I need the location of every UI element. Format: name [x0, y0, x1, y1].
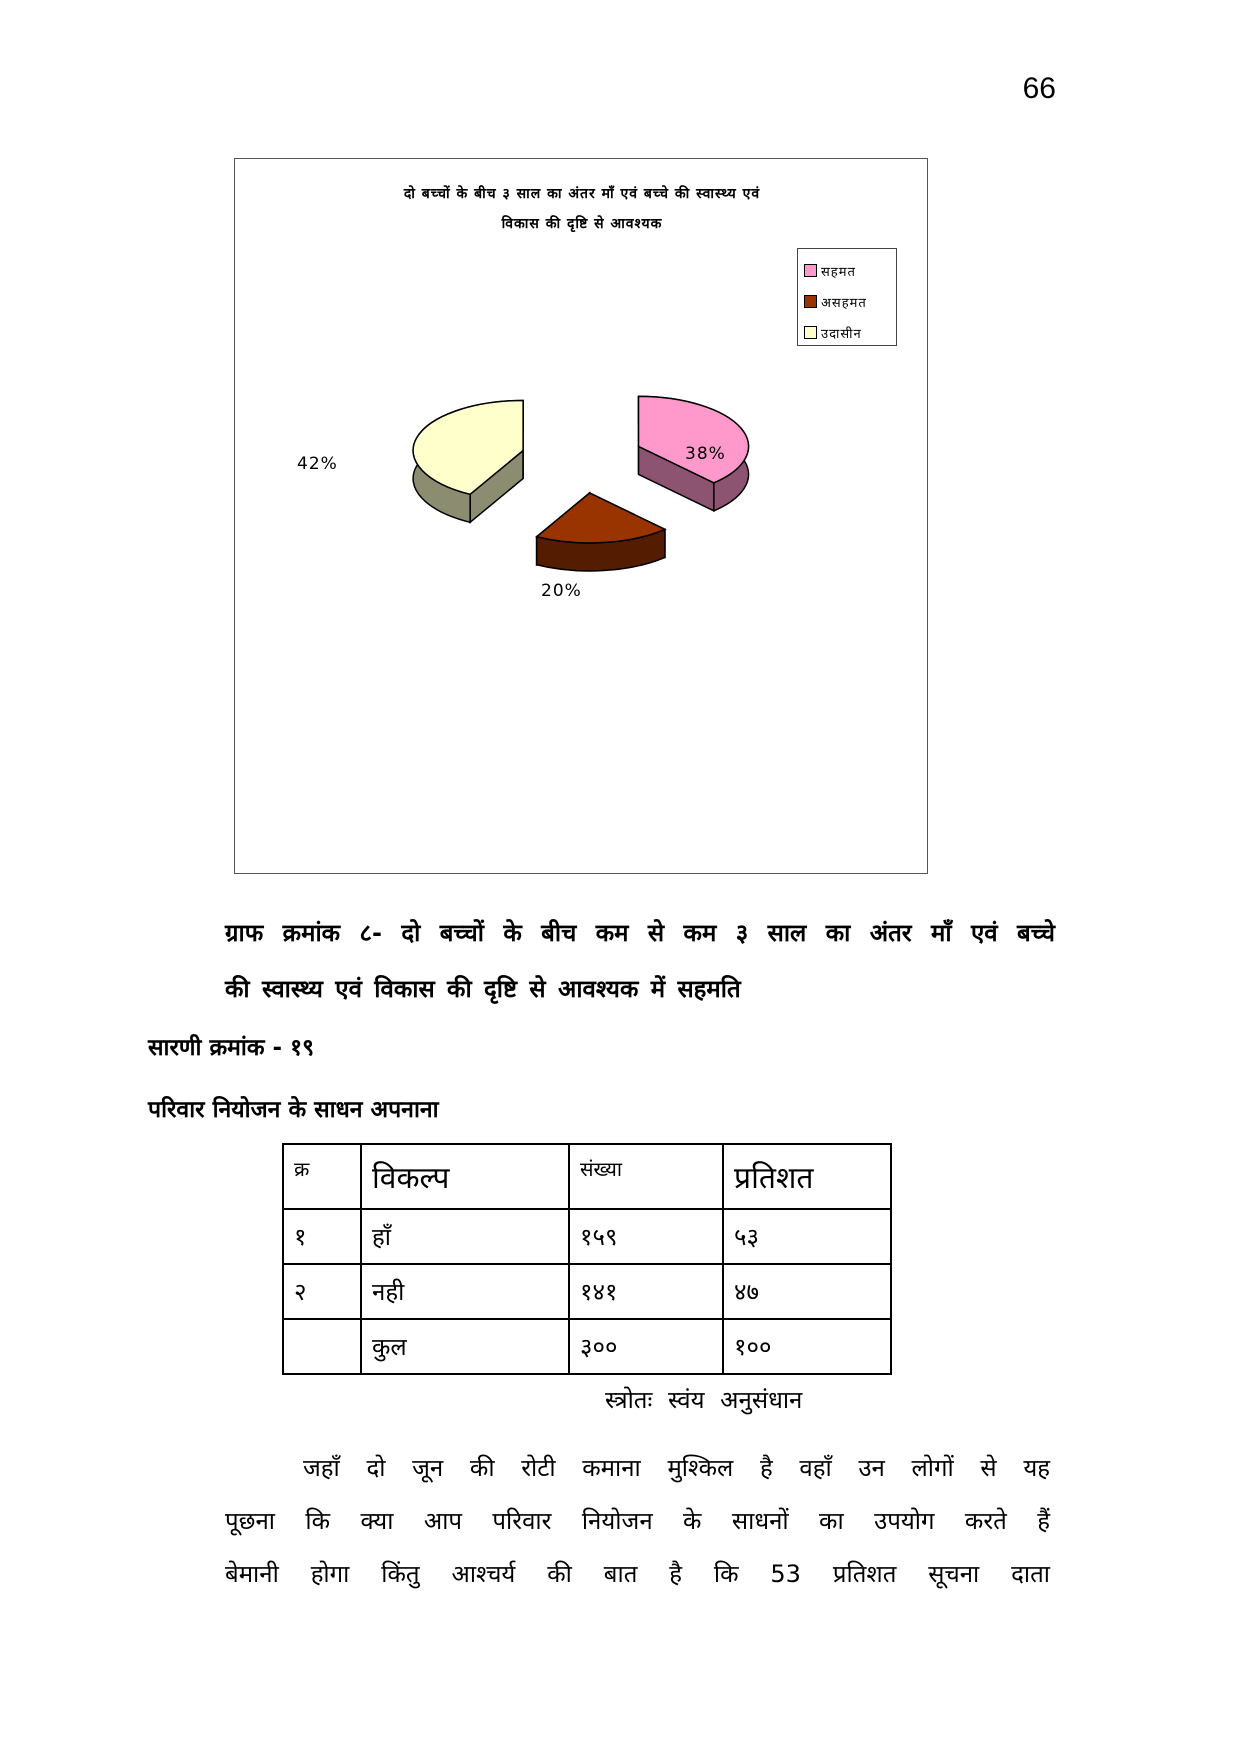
legend-swatch-agree	[804, 264, 817, 277]
header-serial: क्र	[283, 1144, 361, 1209]
legend-item-neutral	[804, 317, 890, 348]
table-row	[283, 1209, 891, 1264]
cell-count: १५९	[569, 1209, 723, 1264]
table-number: सारणी क्रमांक - १९	[148, 1035, 315, 1061]
cell-option: नही	[361, 1264, 569, 1319]
cell-serial	[283, 1319, 361, 1374]
table-source: स्त्रोतः स्वंय अनुसंधान	[605, 1386, 803, 1414]
cell-count: ३००	[569, 1319, 723, 1374]
cell-serial: १	[283, 1209, 361, 1264]
table-title: परिवार नियोजन के साधन अपनाना	[148, 1097, 439, 1123]
header-count: संख्या	[569, 1144, 723, 1209]
paragraph-line-3: बेमानी होगा किंतु आश्चर्य की बात है कि 53 प्रतिशत सूचना दाता	[225, 1560, 1050, 1588]
table-header-row	[283, 1144, 891, 1209]
data-table	[282, 1143, 892, 1375]
cell-option: हाँ	[361, 1209, 569, 1264]
paragraph-line-2: पूछना कि क्या आप परिवार नियोजन के साधनों का उपयोग करते हैं	[225, 1507, 1050, 1535]
chart-title-line-1: दो बच्चों के बीच ३ साल का अंतर माँ एवं बच्चे की स्वास्थ्य एवं	[403, 186, 761, 202]
data-label-disagree: 20%	[541, 581, 582, 601]
legend-item-disagree	[804, 286, 890, 317]
table-row-total	[283, 1319, 891, 1374]
chart-legend	[797, 248, 897, 346]
legend-swatch-disagree	[804, 295, 817, 308]
page-number: 66	[1022, 72, 1056, 105]
header-percent: प्रतिशत	[723, 1144, 891, 1209]
graph-caption	[225, 905, 1055, 1017]
data-label-agree: 38%	[685, 444, 726, 464]
body-paragraph	[225, 1442, 1050, 1601]
legend-label-disagree: असहमत	[821, 295, 867, 311]
cell-option: कुल	[361, 1319, 569, 1374]
data-label-neutral: 42%	[297, 454, 338, 474]
cell-percent: ४७	[723, 1264, 891, 1319]
header-option: विकल्प	[361, 1144, 569, 1209]
legend-item-agree	[804, 255, 890, 286]
legend-label-neutral: उदासीन	[821, 326, 862, 342]
cell-count: १४१	[569, 1264, 723, 1319]
table-row	[283, 1264, 891, 1319]
legend-label-agree: सहमत	[821, 264, 856, 280]
pie-slice-neutral	[413, 400, 523, 522]
chart-title-line-2: विकास की दृष्टि से आवश्यक	[501, 216, 663, 232]
cell-serial: २	[283, 1264, 361, 1319]
graph-caption-line-2: की स्वास्थ्य एवं विकास की दृष्टि से आवश्यक में सहमति	[225, 975, 741, 1003]
pie-slice-disagree	[537, 493, 665, 571]
cell-percent: ५३	[723, 1209, 891, 1264]
paragraph-line-1: जहाँ दो जून की रोटी कमाना मुश्किल है वहाँ उन लोगों से यह	[303, 1454, 1050, 1482]
graph-caption-line-1: ग्राफ क्रमांक ८- दो बच्चों के बीच कम से कम ३ साल का अंतर माँ एवं बच्चे	[225, 919, 1055, 947]
pie-chart	[234, 158, 928, 874]
cell-percent: १००	[723, 1319, 891, 1374]
legend-swatch-neutral	[804, 326, 817, 339]
